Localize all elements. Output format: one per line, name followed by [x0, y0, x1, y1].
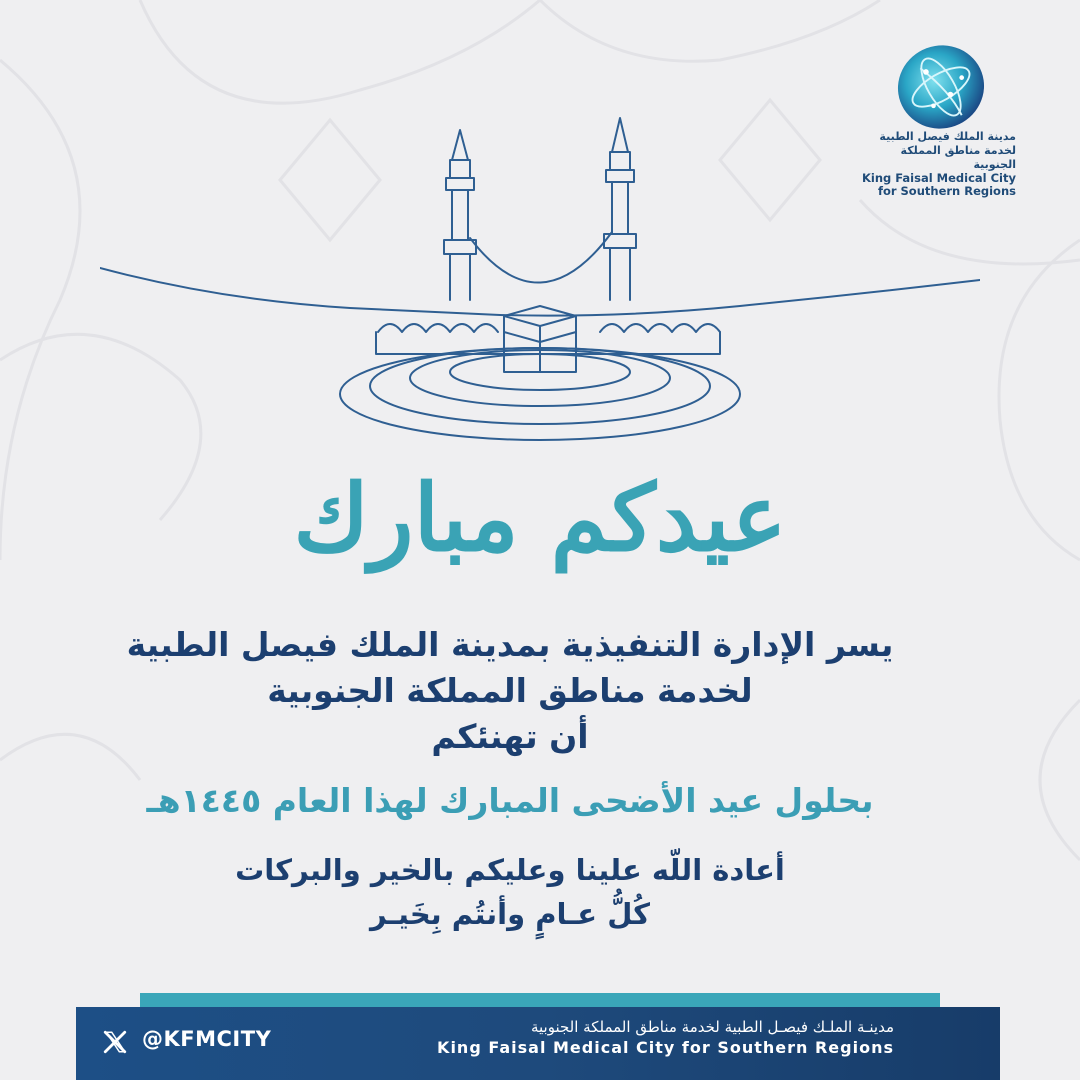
logo-english-line2: for Southern Regions — [877, 184, 1016, 198]
kaaba-line-illustration — [100, 110, 980, 450]
greeting-wish: أعادة اللّه علينا وعليكم بالخير والبركات — [235, 853, 785, 887]
eid-calligraphy-title: عيدكم مبارك — [293, 464, 787, 572]
greeting-intro — [120, 622, 900, 760]
greeting-line-2: لخدمة مناطق المملكة الجنوبية — [267, 671, 753, 710]
greeting-wish-block — [120, 848, 900, 936]
logo-arabic-name: مدينة الملك فيصل الطبية لخدمة مناطق المملكة الجنوبية — [879, 130, 1016, 171]
greeting-line-1: يسر الإدارة التنفيذية بمدينة الملك فيصل الطبية — [126, 625, 894, 664]
social-handle[interactable]: @KFMCITY — [142, 1027, 272, 1051]
greeting-line-3: أن تهنئكم — [431, 717, 589, 756]
footer-arabic-name: مدينـة الملـك فيصـل الطبية لخدمة مناطق المملكة الجنوبية — [530, 1018, 894, 1036]
greeting-occasion: بحلول عيد الأضحى المبارك لهذا العام ١٤٤٥هـ — [146, 781, 874, 820]
logo-english-line1: King Faisal Medical City — [861, 171, 1016, 185]
footer-bar — [76, 1007, 1000, 1080]
greeting-closing: كُلُّ عـامٍ وأنتُم بِخَيـر — [370, 897, 650, 931]
x-icon[interactable] — [102, 1029, 128, 1055]
footer-accent-bar — [140, 993, 940, 1007]
greeting-occasion-block — [120, 778, 900, 824]
footer-english-name: King Faisal Medical City for Southern Regions — [437, 1038, 894, 1057]
